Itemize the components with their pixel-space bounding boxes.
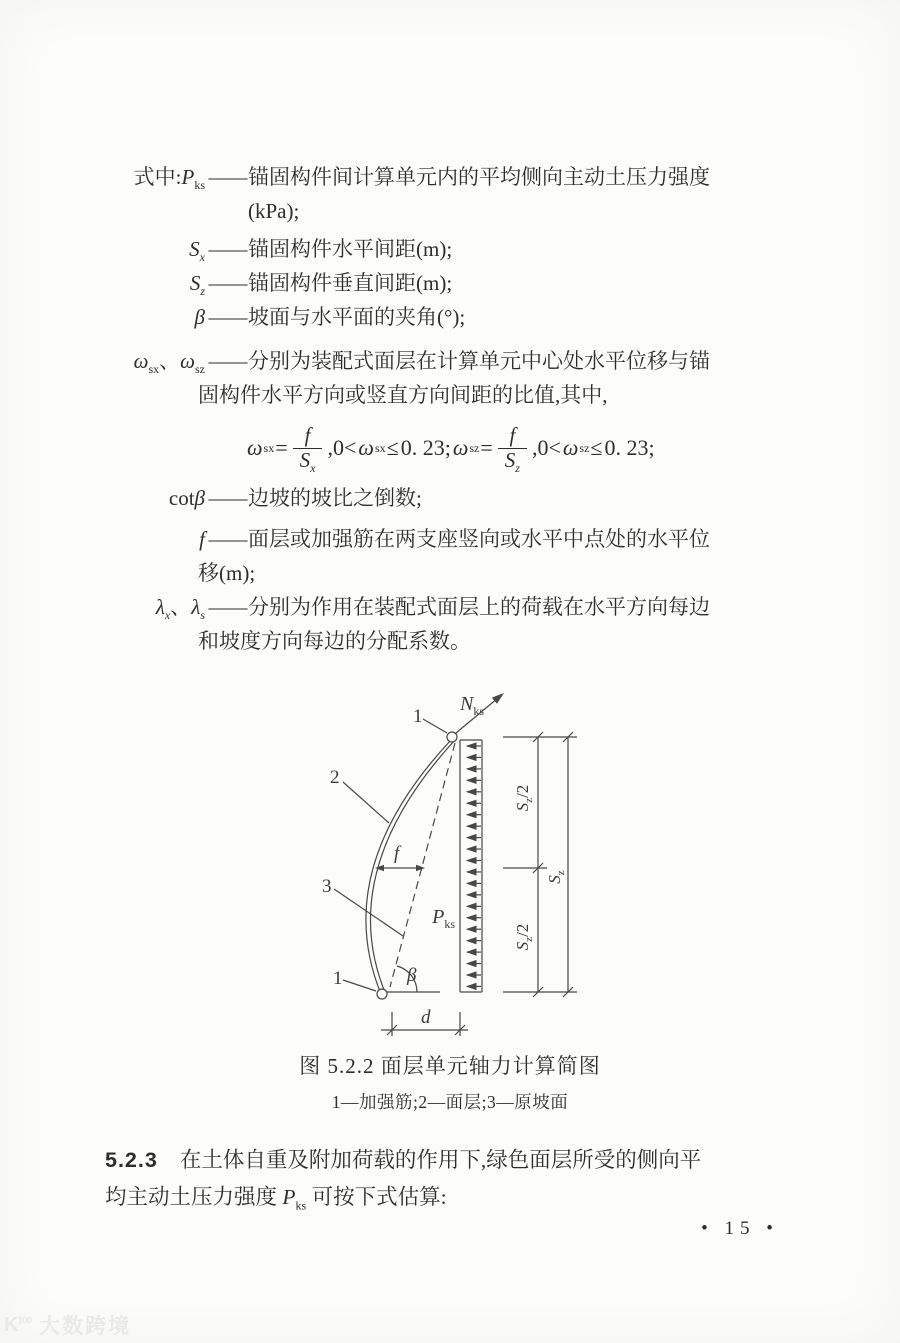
definition-row-sz xyxy=(80,266,808,300)
dim-label-sz-half-bottom: $S_z/2$ xyxy=(513,923,535,951)
symbol-sx: $S_x$ xyxy=(189,237,205,265)
node-1-label-top: 1 xyxy=(413,706,423,727)
section-text-line1: 在土体自重及附加荷载的作用下,绿色面层所受的侧向平 xyxy=(179,1148,702,1172)
symbol-lambda: $\lambda_x$、$\lambda_s$ xyxy=(155,595,205,623)
bottom-anchor-node xyxy=(377,989,387,999)
leader-3 xyxy=(334,889,403,936)
figure-legend: 1—加强筋;2—面层;3—原坡面 xyxy=(331,1092,569,1112)
definition-text: 分别为作用在装配式面层上的荷载在水平方向每边 和坡度方向每边的分配系数。 xyxy=(198,595,710,653)
definition-row-cotb xyxy=(80,481,808,515)
definition-row-f xyxy=(80,522,808,590)
definition-text: 锚固构件垂直间距(m); xyxy=(248,271,453,295)
watermark-text: 大数跨境 xyxy=(39,1315,132,1338)
dim-ticks xyxy=(533,732,573,997)
symbol-cot-beta: cotβ xyxy=(168,486,205,510)
f-dim-arrow-left xyxy=(375,865,384,871)
load-arrows xyxy=(467,746,481,986)
fraction-f-sz: $\frac{f}{S_z}$ xyxy=(498,424,527,471)
page-number: • 15 • xyxy=(701,1218,779,1239)
watermark-logo: $K^{100}$ xyxy=(4,1313,32,1336)
definition-text: 锚固构件水平间距(m); xyxy=(248,237,453,261)
dash: —— xyxy=(208,486,245,510)
fraction-f-sx: $\frac{f}{S_x}$ xyxy=(293,424,323,471)
omega-formula: ω sx = $\frac{f}{S_x}$ ,0< ω sx ≤ 0. 23; ω sz = $\frac{f}{S_z}$ ,0< ω sz ≤ 0. 23; xyxy=(247,423,655,475)
symbol-pks: 式中$:P_{ks}$ xyxy=(133,165,205,193)
definition-text: 面层或加强筋在两支座竖向或水平中点处的水平位 移(m); xyxy=(198,527,710,585)
definition-text: 边坡的坡比之倒数; xyxy=(248,486,422,510)
definition-text: 锚固构件间计算单元内的平均侧向主动土压力强度 (kPa); xyxy=(248,165,710,223)
beta-label: β xyxy=(407,965,417,986)
dash: —— xyxy=(208,237,245,261)
d-label: d xyxy=(421,1007,431,1028)
dash: —— xyxy=(208,305,245,329)
definition-row-sx xyxy=(80,232,808,266)
dash: —— xyxy=(208,595,245,619)
dash: —— xyxy=(208,349,245,373)
figure-5-2-2 xyxy=(300,670,600,1060)
face-2-label: 2 xyxy=(330,767,340,788)
dash: —— xyxy=(208,527,245,551)
symbol-beta: β xyxy=(194,305,205,329)
leader-2 xyxy=(343,782,389,823)
dim-label-sz-half-top: $S_z/2$ xyxy=(513,784,535,812)
leader-top-1 xyxy=(423,719,447,733)
dash: —— xyxy=(208,165,245,189)
section-number: 5.2.3 xyxy=(105,1148,158,1172)
dim-label-sz-full: $S_z$ xyxy=(545,870,567,884)
watermark xyxy=(4,1310,131,1340)
symbol-sz: $S_z$ xyxy=(189,271,205,299)
definition-text: 坡面与水平面的夹角(°); xyxy=(248,305,466,329)
top-anchor-node xyxy=(447,732,457,742)
section-text-line2: 均主动土压力强度 $P_{ks}$ 可按下式估算: xyxy=(105,1185,447,1213)
definition-row-lambda xyxy=(80,590,808,658)
node-1-label-bottom: 1 xyxy=(333,968,343,989)
leader-bottom-1 xyxy=(343,980,376,991)
f-label: f xyxy=(394,843,400,864)
section-5-2-3 xyxy=(105,1142,800,1216)
symbol-omega: $\omega_{sx}$、$\omega_{sz}$ xyxy=(133,349,205,377)
symbol-f: f xyxy=(199,527,205,551)
figure-svg xyxy=(300,670,600,1060)
definition-text: 分别为装配式面层在计算单元中心处水平位移与锚 固构件水平方向或竖直方向间距的比值,其中, xyxy=(198,349,710,407)
definition-row-beta xyxy=(80,300,808,334)
pks-label: $P_{ks}$ xyxy=(432,906,455,931)
figure-caption: 图 5.2.2 面层单元轴力计算简图 xyxy=(299,1054,601,1078)
slope-3-label: 3 xyxy=(322,876,332,897)
dash: —— xyxy=(208,271,245,295)
definition-row-omega xyxy=(80,344,808,412)
definition-row-pks xyxy=(80,160,808,228)
nks-label: $N_{ks}$ xyxy=(460,693,485,718)
